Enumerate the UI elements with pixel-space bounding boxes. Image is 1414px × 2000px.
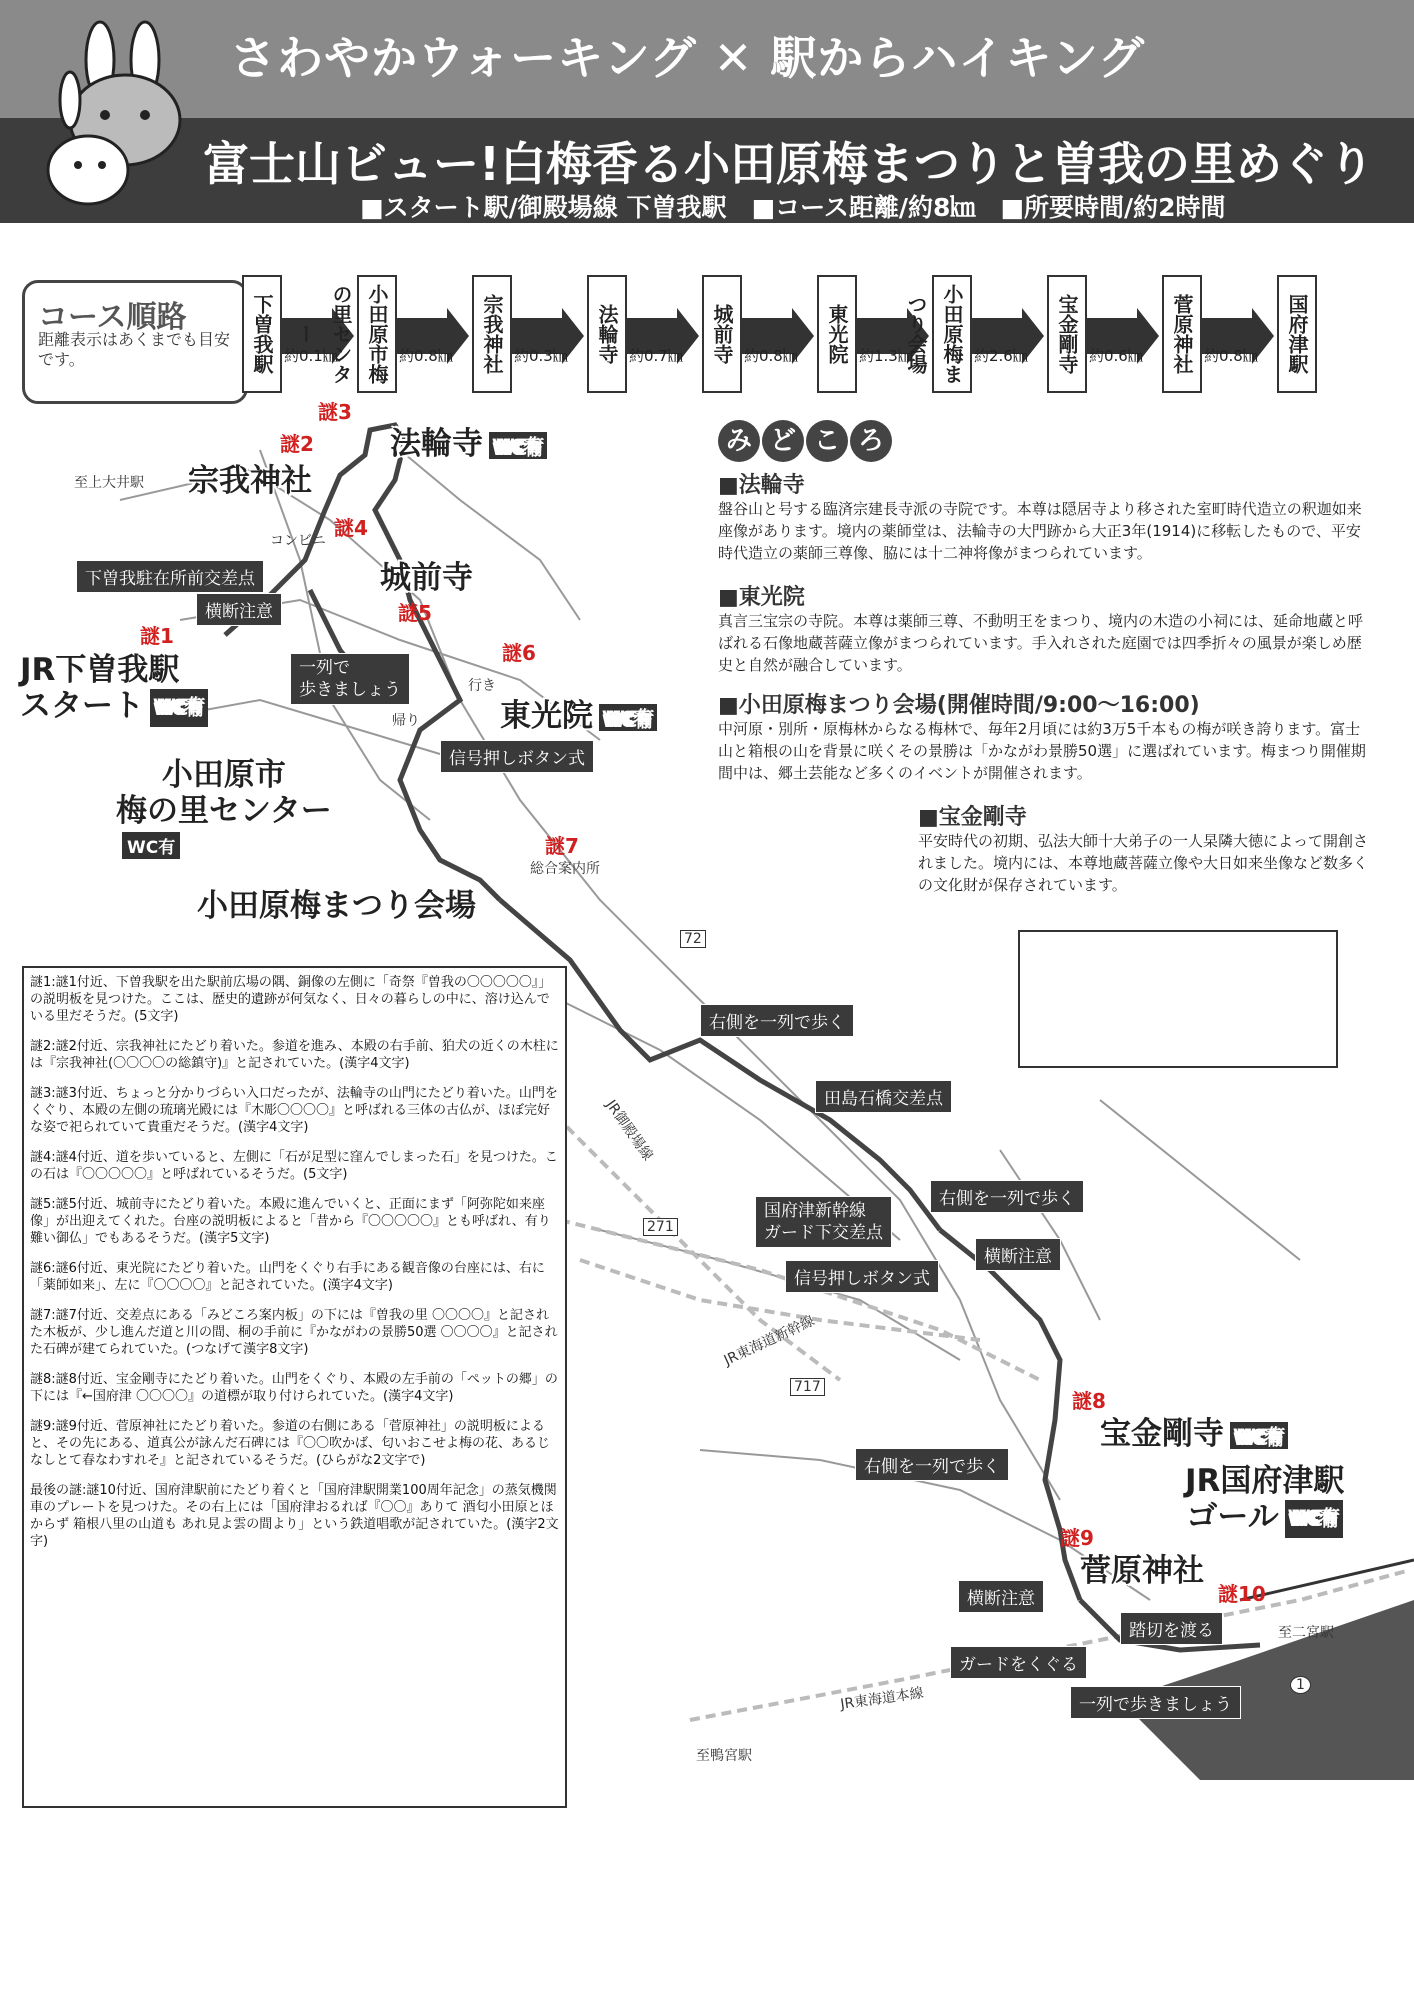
- nazo-1-marker: 謎1: [140, 624, 174, 648]
- nazo-8-marker: 謎8: [1072, 1389, 1106, 1413]
- tag-migi-1: 右側を一列で歩く: [700, 1004, 854, 1037]
- midokoro-char: ど: [762, 420, 804, 462]
- nazo-4-marker: 謎4: [334, 516, 368, 540]
- quiz-item: 謎7:謎7付近、交差点にある「みどころ案内板」の下には『曽我の里 〇〇〇〇』と記された木板が、少し進んだ道と川の間、桐の手前に『かながわの景勝50選 〇〇〇〇』と記された石碑が建てられていた。(つなげて漢字8文字): [30, 1308, 558, 1357]
- nazo-10-marker: 謎10: [1218, 1582, 1266, 1606]
- tag-fumikiri: 踏切を渡る: [1120, 1612, 1223, 1645]
- label-kamonomiya: 至鴨宮駅: [696, 1748, 752, 1764]
- tag-migi-2: 右側を一列で歩く: [930, 1180, 1084, 1213]
- course-station: 下曽我駅: [242, 275, 282, 393]
- course-order-title: コース順路: [38, 300, 187, 335]
- quiz-item: 謎9:謎9付近、菅原神社にたどり着いた。参道の右側にある「菅原神社」の説明板によると、その先にある、道真公が詠んだ石碑には『〇〇吹かば、匂いおこせよ梅の花、あるじなしとて春なわすれそ』と記されているそうだ。(ひらがな2文字で): [30, 1419, 551, 1468]
- event-series-title: さわやかウォーキング ✕ 駅からハイキング: [230, 31, 1145, 85]
- course-station: 国府津駅: [1277, 275, 1317, 393]
- tag-odan-1: 横断注意: [196, 593, 282, 626]
- tag-ichiretsu-2: 一列で歩きましょう: [1070, 1686, 1241, 1719]
- course-distance: 約0.8㎞: [1204, 347, 1258, 365]
- quiz-item: 謎5:謎5付近、城前寺にたどり着いた。本殿に進んでいくと、正面にまず「阿弥陀如来座像」が出迎えてくれた。台座の説明板によると「昔から『〇〇〇〇〇』とも呼ばれ、有り難い御仏」でもあるそうだ。(漢字5文字): [30, 1197, 551, 1246]
- tag-migi-3: 右側を一列で歩く: [855, 1448, 1009, 1481]
- label-gotemba-line: JR御殿場線: [602, 1097, 656, 1164]
- midokoro-horinji-title: ■法輪寺: [718, 473, 805, 498]
- spot-ume-festival: 小田原梅まつり会場: [197, 888, 476, 924]
- tag-shimosoga-koban: 下曽我駐在所前交差点: [76, 560, 264, 593]
- midokoro-hokongoji-title: ■宝金剛寺: [918, 805, 1027, 830]
- midokoro-festival-title: ■小田原梅まつり会場(開催時間/9:00〜16:00): [718, 693, 1200, 718]
- midokoro-char: こ: [806, 420, 848, 462]
- nazo-7-marker: 謎7: [545, 834, 579, 858]
- spot-jozenji: 城前寺: [380, 560, 473, 596]
- spot-hokongoji: 宝金剛寺 WC有: [1100, 1408, 1288, 1453]
- nazo-6-marker: 謎6: [502, 641, 536, 665]
- midokoro-festival-text: 中河原・別所・原梅林からなる梅林で、毎年2月頃には約3万5千本もの梅が咲き誇ります。富士山と箱根の山を背景に咲くその景勝は「かながわ景勝50選」に選ばれています。梅まつり開催期間中は、郷土芸能など多くのイベントが開催されます。: [718, 720, 1366, 782]
- tag-ichiretsu-1: 一列で 歩きましょう: [290, 653, 410, 705]
- course-title: 富士山ビュー!白梅香る小田原梅まつりと曽我の里めぐり: [203, 137, 1374, 191]
- quiz-panel: [22, 966, 567, 1808]
- course-station: 法輪寺: [587, 275, 627, 393]
- nazo-5-marker: 謎5: [398, 601, 432, 625]
- tag-shingo-1: 信号押しボタン式: [440, 740, 594, 773]
- course-station: 宗我神社: [472, 275, 512, 393]
- quiz-item: 謎2:謎2付近、宗我神社にたどり着いた。参道を進み、本殿の右手前、狛犬の近くの木柱には『宗我神社(〇〇〇〇の総鎮守)』と記されていた。(漢字4文字): [30, 1039, 559, 1071]
- label-iki: 行き: [468, 678, 496, 694]
- tag-odan-3: 横断注意: [958, 1580, 1044, 1613]
- midokoro-heading: [718, 420, 894, 462]
- label-ninomiya: 至二宮駅: [1278, 1625, 1334, 1641]
- tag-odan-2: 横断注意: [975, 1238, 1061, 1271]
- route-271-icon: 271: [643, 1218, 678, 1236]
- stamp-box: [1018, 930, 1338, 1068]
- midokoro-horinji-text: 盤谷山と号する臨済宗建長寺派の寺院です。本尊は隠居寺より移された室町時代造立の釈迦如来座像があります。境内の薬師堂は、法輪寺の大門跡から大正3年(1914)に移転したもので、平安時代造立の薬師三尊像、脇には十二神将像がまつられています。: [718, 500, 1362, 562]
- course-station: 宝金剛寺: [1047, 275, 1087, 393]
- course-order-note: 距離表示はあくまでも目安です。: [38, 330, 231, 369]
- course-distance: 約0.8㎞: [744, 347, 798, 365]
- spot-horinji: 法輪寺 WC有: [390, 418, 547, 463]
- midokoro-char: み: [718, 420, 760, 462]
- course-distance: 約0.6㎞: [1089, 347, 1143, 365]
- course-station: 小田原市梅の里センター: [357, 275, 397, 393]
- course-distance: 約0.8㎞: [399, 347, 453, 365]
- quiz-item: 謎4:謎4付近、道を歩いていると、左側に「石が足型に窪んでしまった石」を見つけた。この石は『〇〇〇〇〇』と呼ばれているそうだ。(5文字): [30, 1150, 558, 1182]
- course-distance: 約1.3㎞: [859, 347, 913, 365]
- quiz-item: 謎8:謎8付近、宝金剛寺にたどり着いた。山門をくぐり、本殿の左手前の「ペットの郷」の下には『←国府津 〇〇〇〇』の道標が取り付けられていた。(漢字4文字): [30, 1372, 558, 1404]
- course-distance: 約2.6㎞: [974, 347, 1028, 365]
- label-annai: 総合案内所: [530, 861, 600, 877]
- quiz-item: 最後の謎:謎10付近、国府津駅前にたどり着くと「国府津駅開業100周年記念」の蒸気機関車のプレートを見つけた。その右上には「国府津おるれば『〇〇』ありて 酒匂小田原とほからず 箱根八里の山道も あれ見よ雲の間より」という鉄道唱歌が記されていた。(漢字2文字): [30, 1483, 559, 1549]
- quiz-item: 謎3:謎3付近、ちょっと分かりづらい入口だったが、法輪寺の山門にたどり着いた。山門をくぐり、本殿の左側の琉璃光殿には『木彫〇〇〇〇』と呼ばれる三体の古仏が、ほぼ完好な姿で祀られていて貴重だそうだ。(漢字4文字): [30, 1086, 558, 1135]
- start-station: JR下曽我駅 スタート WC有: [20, 652, 208, 727]
- course-distance: 約0.3㎞: [514, 347, 568, 365]
- midokoro-tokoin-title: ■東光院: [718, 585, 805, 610]
- spot-soga-shrine: 宗我神社: [188, 463, 312, 499]
- route-717-icon: 717: [790, 1378, 825, 1396]
- tag-shingo-2: 信号押しボタン式: [785, 1260, 939, 1293]
- nazo-9-marker: 謎9: [1060, 1526, 1094, 1550]
- tag-kozu-shinkansen: 国府津新幹線 ガード下交差点: [755, 1196, 892, 1248]
- tag-tajima: 田島石橋交差点: [815, 1080, 952, 1113]
- course-distance: 約0.7㎞: [629, 347, 683, 365]
- label-kaeri: 帰り: [392, 713, 420, 729]
- course-info: ■スタート駅/御殿場線 下曽我駅 ■コース距離/約8㎞ ■所要時間/約2時間: [360, 193, 1226, 222]
- goal-station: JR国府津駅 ゴール WC有: [1185, 1463, 1344, 1538]
- spot-umenosato-center: 小田原市 梅の里センター: [116, 757, 332, 829]
- spot-tokoin: 東光院 WC有: [500, 690, 657, 735]
- tag-guard: ガードをくぐる: [950, 1646, 1087, 1679]
- route-1-icon: 1: [1290, 1676, 1311, 1694]
- nazo-3-marker: 謎3: [318, 400, 352, 424]
- course-distance: 約0.1㎞: [284, 347, 338, 365]
- quiz-item: 謎6:謎6付近、東光院にたどり着いた。山門をくぐり右手にある観音像の台座には、右に「薬師如来」、左に『〇〇〇〇』と記されていた。(漢字4文字): [30, 1261, 545, 1293]
- course-station: 菅原神社: [1162, 275, 1202, 393]
- spot-sugawara-shrine: 菅原神社: [1080, 1553, 1204, 1589]
- course-station: 小田原梅まつり会場: [932, 275, 972, 393]
- nazo-2-marker: 謎2: [280, 432, 314, 456]
- label-shinkansen: JR東海道新幹線: [721, 1312, 818, 1369]
- course-station: 東光院: [817, 275, 857, 393]
- label-tokaido-line: JR東海道本線: [839, 1685, 925, 1713]
- midokoro-char: ろ: [850, 420, 892, 462]
- course-station: 城前寺: [702, 275, 742, 393]
- label-kamioi: 至上大井駅: [74, 475, 144, 491]
- quiz-item: 謎1:謎1付近、下曽我駅を出た駅前広場の隅、銅像の左側に「奇祭『曽我の〇〇〇〇〇』」の説明板を見つけた。ここは、歴史的遺跡が何気なく、日々の暮らしの中に、溶け込んでいる里だそうだ。(5文字): [30, 975, 552, 1024]
- route-72-icon: 72: [680, 930, 706, 948]
- midokoro-hokongoji-text: 平安時代の初期、弘法大師十大弟子の一人杲隣大徳によって開創されました。境内には、本尊地蔵菩薩立像や大日如来坐像など数多くの文化財が保存されています。: [918, 832, 1369, 894]
- midokoro-tokoin-text: 真言三宝宗の寺院。本尊は薬師三尊、不動明王をまつり、境内の木造の小祠には、延命地蔵と呼ばれる石像地蔵菩薩立像がまつられています。手入れされた庭園では四季折々の風景が楽しめ歴史と自然が融合しています。: [718, 612, 1364, 674]
- umenosato-wc: WC有: [122, 832, 180, 859]
- label-konbini: コンビニ: [270, 533, 326, 549]
